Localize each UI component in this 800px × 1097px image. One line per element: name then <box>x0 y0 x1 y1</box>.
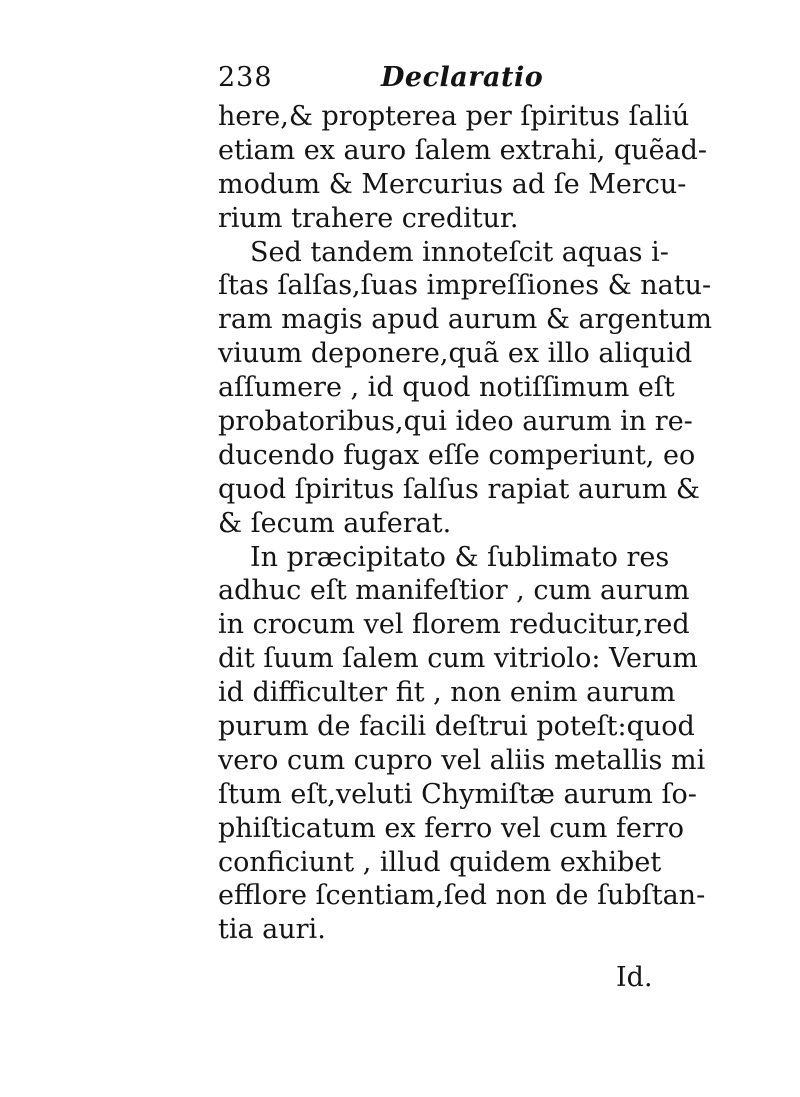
text-line: purum de facili deſtrui poteſt:quod <box>218 711 695 743</box>
text-line: adhuc eſt manifeſtior , cum aurum <box>218 575 690 607</box>
text-line: tia auri. <box>218 914 326 946</box>
text-line: etiam ex auro ſalem extrahi, quẽad- <box>218 134 708 166</box>
text-line: vero cum cupro vel aliis metallis mi <box>218 744 706 776</box>
text-line: id difficulter fit , non enim aurum <box>218 677 676 709</box>
text-line: dit ſuum ſalem cum vitriolo: Verum <box>218 643 698 675</box>
text-line: viuum deponere,quã ex illo aliquid <box>218 338 693 370</box>
paragraph-start-line: In præcipitato & ſublimato res <box>250 541 670 573</box>
running-head: Declaratio <box>381 62 544 93</box>
text-line: quod ſpiritus ſalſus rapiat aurum & <box>218 473 700 505</box>
text-line: here,& propterea per ſpiritus ſaliú <box>218 101 690 132</box>
body-text <box>218 100 712 947</box>
text-line: rium trahere creditur. <box>218 202 519 234</box>
text-line: probatoribus,qui ideo aurum in re- <box>218 406 693 438</box>
paragraph-start-line: Sed tandem innoteſcit aquas i- <box>250 236 669 268</box>
text-line: modum & Mercurius ad ſe Mercu- <box>218 168 687 200</box>
text-line: aſſumere , id quod notiſſimum eſt <box>218 372 675 404</box>
text-line: in crocum vel florem reducitur,red <box>218 609 690 641</box>
text-line: efflore ſcentiam,ſed non de ſubſtan- <box>218 880 706 912</box>
text-line: ſtas ſalſas,ſuas impreſſiones & natu- <box>218 270 712 302</box>
catchword: Id. <box>616 962 653 993</box>
text-line: ſtum eſt,veluti Chymiſtæ aurum ſo- <box>218 778 697 810</box>
text-line: & ſecum auferat. <box>218 507 452 539</box>
text-line: phiſticatum ex ferro vel cum ferro <box>218 812 685 844</box>
text-line: ram magis apud aurum & argentum <box>218 304 712 336</box>
text-line: ducendo fugax eſſe comperiunt, eo <box>218 439 696 471</box>
page-header <box>218 62 658 102</box>
page-number: 238 <box>218 62 273 93</box>
text-line: conficiunt , illud quidem exhibet <box>218 846 662 878</box>
